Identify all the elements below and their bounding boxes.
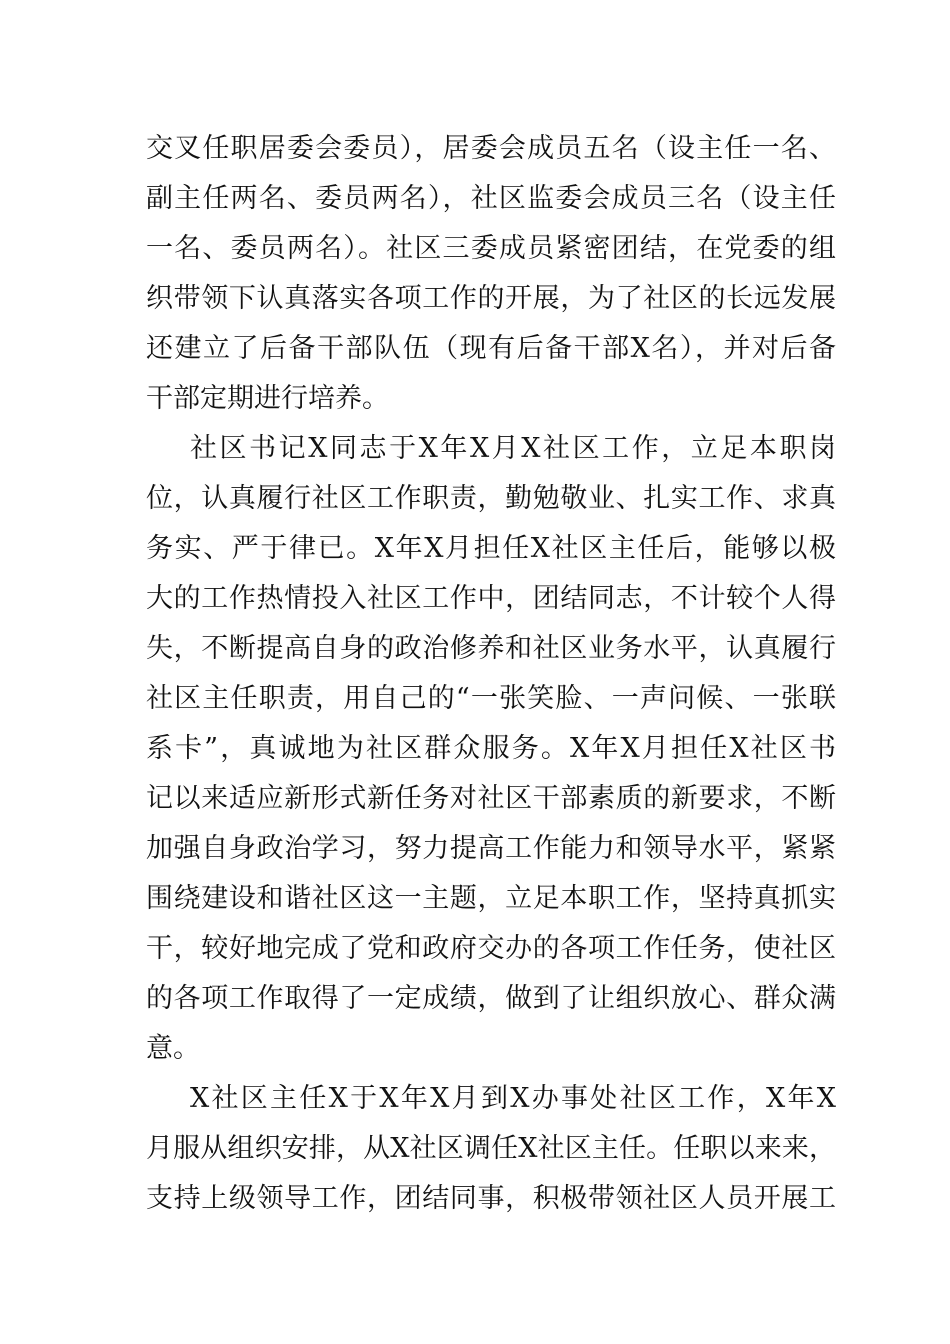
text-line: 位，认真履行社区工作职责，勤勉敬业、扎实工作、求真 (146, 483, 836, 514)
text-line: 系卡”，真诚地为社区群众服务。X年X月担任X社区书 (146, 733, 836, 764)
text-line: 社区书记X同志于X年X月X社区工作，立足本职岗 (190, 433, 836, 464)
text-line: 记以来适应新形式新任务对社区干部素质的新要求，不断 (146, 783, 836, 814)
text-line: X社区主任X于X年X月到X办事处社区工作，X年X (190, 1083, 836, 1114)
text-line: 围绕建设和谐社区这一主题，立足本职工作，坚持真抓实 (146, 883, 836, 914)
text-line: 加强自身政治学习，努力提高工作能力和领导水平，紧紧 (146, 833, 836, 864)
text-line: 交叉任职居委会委员），居委会成员五名（设主任一名、 (146, 133, 836, 164)
paragraph-3 (146, 1074, 836, 1224)
text-line: 织带领下认真落实各项工作的开展，为了社区的长远发展 (146, 283, 836, 314)
text-line: 大的工作热情投入社区工作中，团结同志，不计较个人得 (146, 583, 836, 614)
text-line: 一名、委员两名）。社区三委成员紧密团结，在党委的组 (146, 233, 836, 264)
paragraph-1 (146, 124, 836, 424)
text-line: 还建立了后备干部队伍（现有后备干部X名），并对后备 (146, 333, 836, 364)
text-line: 意。 (146, 1033, 200, 1064)
text-line: 务实、严于律已。X年X月担任X社区主任后，能够以极 (146, 533, 836, 564)
document-body (146, 124, 836, 1224)
paragraph-2 (146, 424, 836, 1074)
text-line: 支持上级领导工作，团结同事，积极带领社区人员开展工 (146, 1183, 836, 1214)
text-line: 失，不断提高自身的政治修养和社区业务水平，认真履行 (146, 633, 836, 664)
text-line: 月服从组织安排，从X社区调任X社区主任。任职以来来， (146, 1133, 836, 1164)
text-line: 干，较好地完成了党和政府交办的各项工作任务，使社区 (146, 933, 836, 964)
text-line: 社区主任职责，用自己的“一张笑脸、一声问候、一张联 (146, 683, 836, 714)
text-line: 副主任两名、委员两名），社区监委会成员三名（设主任 (146, 183, 836, 214)
text-line: 干部定期进行培养。 (146, 383, 389, 414)
text-line: 的各项工作取得了一定成绩，做到了让组织放心、群众满 (146, 983, 836, 1014)
